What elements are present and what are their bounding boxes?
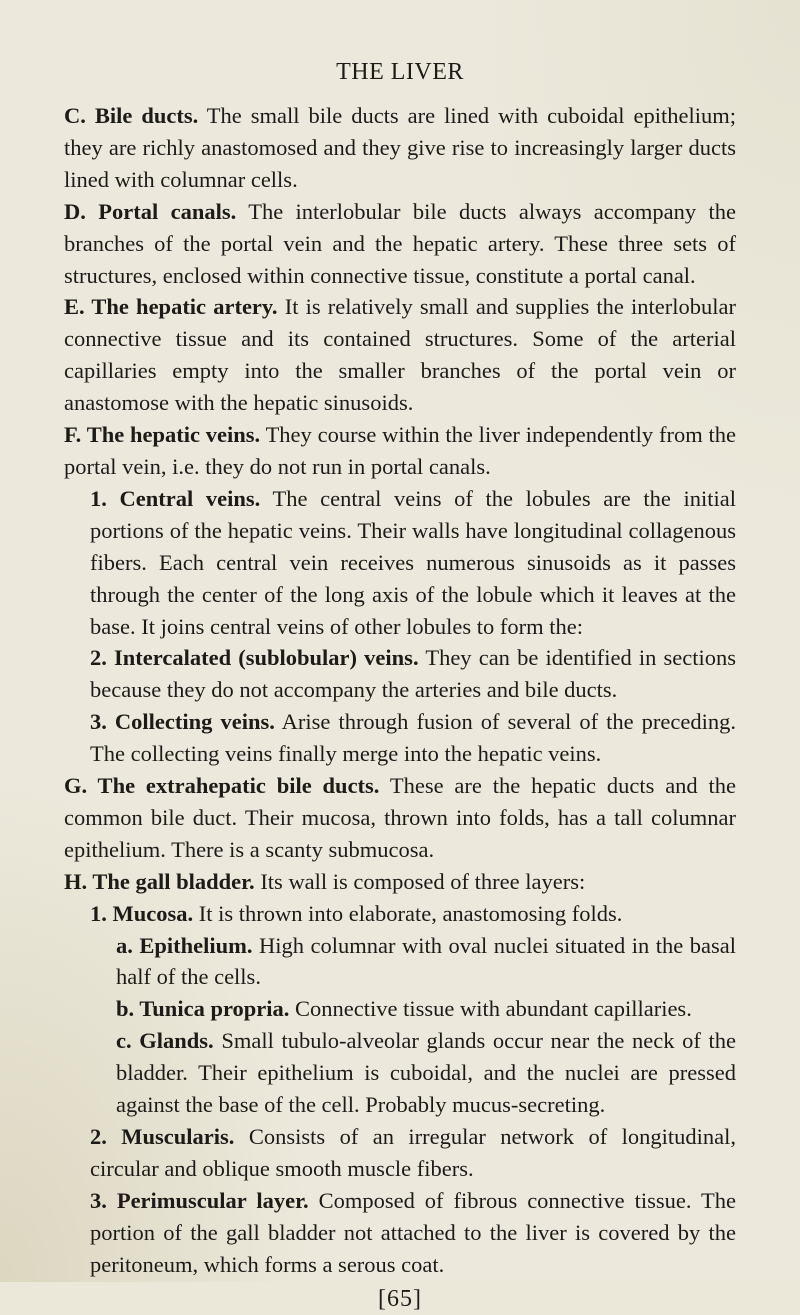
section-text: Its wall is composed of three layers: [260,868,586,894]
subitem-text: Small tubulo-alveolar glands occur near the neck of the bladder. Their epithelium is cuboidal, and the nuclei are pressed against the base of the cell. Probably mucus-secreting. [116,1028,736,1118]
section-text: The interlobular bile ducts always accompany the branches of the portal vein and the hepatic artery. These three sets of structures, enclosed within connective tissue, constitute a portal canal. [64,198,737,288]
item-text: Consists of an irregular network of longitudinal, circular and oblique smooth muscle fibers. [90,1124,736,1181]
item-label: 1. Mucosa. [90,900,194,926]
section-label: H. The gall bladder. [64,868,255,894]
subitem-label: c. Glands. [116,1028,214,1054]
section-label: D. Portal canals. [64,198,237,224]
item-text: Arise through fusion of several of the preceding. The collecting veins finally merge into the hepatic veins. [90,709,736,767]
item-text: It is thrown into elaborate, anastomosing folds. [198,900,623,926]
section-label: E. The hepatic artery. [64,294,278,320]
item-label: 1. Central veins. [90,485,261,511]
item-central-veins [64,483,736,643]
item-label: 2. Intercalated (sublobular) veins. [90,645,419,671]
item-text: They can be identified in sections because they do not accompany the arteries and bile ducts. [90,645,737,703]
item-text: Composed of fibrous connective tissue. The portion of the gall bladder not attached to the liver is covered by the peritoneum, which forms a serous coat. [90,1187,736,1277]
section-d-portal-canals [64,196,736,292]
section-e-hepatic-artery [64,291,736,419]
item-label: 2. Muscularis. [90,1124,235,1149]
section-label: F. The hepatic veins. [64,422,261,448]
subitem-epithelium [64,930,736,994]
subitem-text: Connective tissue with abundant capillaries. [295,996,692,1022]
section-label: G. The extrahepatic bile ducts. [64,773,380,799]
running-head: THE LIVER [336,59,464,85]
item-muscularis [64,1121,736,1185]
section-c-bile-ducts [64,100,736,196]
section-text: The small bile ducts are lined with cuboidal epithelium; they are richly anastomosed and they give rise to increasingly larger ducts lined with columnar cells. [64,103,736,192]
item-mucosa [64,898,736,930]
subitem-tunica-propria [64,993,736,1025]
section-h-gall-bladder [64,866,736,898]
subitem-text: High columnar with oval nuclei situated in the basal half of the cells. [116,932,736,990]
subitem-label: a. Epithelium. [116,932,253,958]
item-perimuscular-layer [64,1185,736,1281]
item-text: The central veins of the lobules are the initial portions of the hepatic veins. Their walls have longitudinal collagenous fibers. Each central vein receives numerous sinusoids as it passes through the center of the long axis of the lobule which it leaves at the base. It joins central veins of other lobules to form the: [90,485,736,639]
subitem-glands [64,1025,736,1121]
section-text: These are the hepatic ducts and the common bile duct. Their mucosa, thrown into folds, has a tall columnar epithelium. There is a scanty submucosa. [64,773,737,862]
item-collecting-veins [64,706,736,770]
item-label: 3. Collecting veins. [90,709,275,735]
item-intercalated-veins [64,642,736,706]
section-text: They course within the liver independently from the portal vein, i.e. they do not run in portal canals. [64,422,736,479]
section-g-extrahepatic-bile-ducts [64,770,736,866]
item-label: 3. Perimuscular layer. [90,1187,309,1213]
section-f-hepatic-veins [64,419,736,483]
section-text: It is relatively small and supplies the interlobular connective tissue and its contained structures. Some of the arterial capillaries empty into the smaller branches of the portal vein or anastomose with the hepatic sinusoids. [64,294,736,416]
section-label: C. Bile ducts. [64,103,199,128]
page-number: [65] [378,1285,422,1312]
subitem-label: b. Tunica propria. [116,996,290,1022]
